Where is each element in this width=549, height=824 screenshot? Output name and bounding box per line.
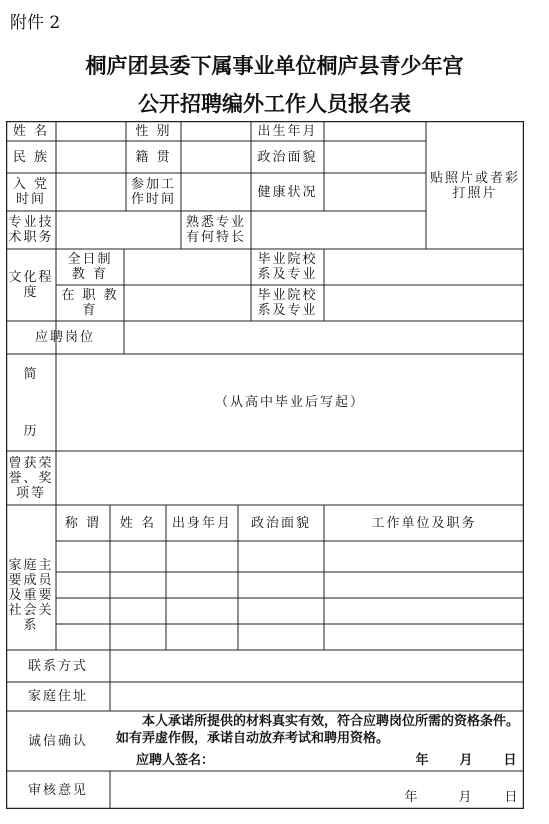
review-year: 年 [404,789,420,805]
label-gender: 性 别 [135,123,172,139]
label-work-start: 参加工作时间 [130,177,176,207]
label-resume-b: 历 [23,423,39,439]
label-family: 家庭主要成员及重要社会关系 [8,558,54,633]
label-school-2: 毕业院校系及专业 [257,288,318,318]
label-position: 应聘岗位 [34,330,95,345]
label-review: 审核意见 [27,782,88,798]
header-relation: 称 谓 [64,515,102,531]
sign-month: 月 [459,752,473,768]
review-day: 日 [504,789,520,805]
label-party: 入 党 时间 [12,177,50,207]
photo-placeholder: 贴照片或者彩打照片 [430,171,521,201]
label-address: 家庭住址 [27,689,88,704]
title-line-1: 桐庐团县委下属事业单位桐庐县青少年宫 [85,54,464,78]
sign-day: 日 [503,752,517,768]
label-political: 政治面貌 [257,149,318,165]
signature-label: 应聘人签名： [136,752,215,768]
label-inservice: 在 职 教 育 [61,288,119,318]
header-fam-name: 姓 名 [119,515,157,531]
review-month: 月 [458,789,474,805]
resume-hint: （从高中毕业后写起） [214,395,365,410]
label-tech-title: 专业技术职务 [8,215,54,245]
label-resume-a: 简 [23,366,39,382]
registration-form [6,121,524,809]
label-integrity: 诚信确认 [27,733,88,749]
label-specialty: 熟悉专业有何特长 [185,215,246,245]
header-fam-work: 工作单位及职务 [371,515,477,531]
label-birth: 出生年月 [257,123,318,139]
label-contact: 联系方式 [27,658,88,674]
title-line-2: 公开招聘编外工作人员报名表 [138,92,411,116]
label-health: 健康状况 [257,184,318,200]
pledge-text: 本人承诺所提供的材料真实有效，符合应聘岗位所需的资格条件。如有弄虚作假，承诺自动放弃考试和聘用资格。 [116,714,520,746]
label-ethnicity: 民 族 [12,149,50,165]
label-school-1: 毕业院校系及专业 [257,252,318,282]
label-education: 文化程度 [8,270,54,300]
label-origin: 籍 贯 [135,149,172,165]
annex-label: 附件 2 [10,13,61,33]
header-fam-birth: 出身年月 [171,515,232,531]
label-fulltime: 全日制 教 育 [67,252,113,282]
sign-year: 年 [415,752,429,768]
header-fam-political: 政治面貌 [250,515,311,531]
label-honors: 曾获荣誉、奖项等 [8,455,54,501]
label-name: 姓 名 [12,123,50,139]
